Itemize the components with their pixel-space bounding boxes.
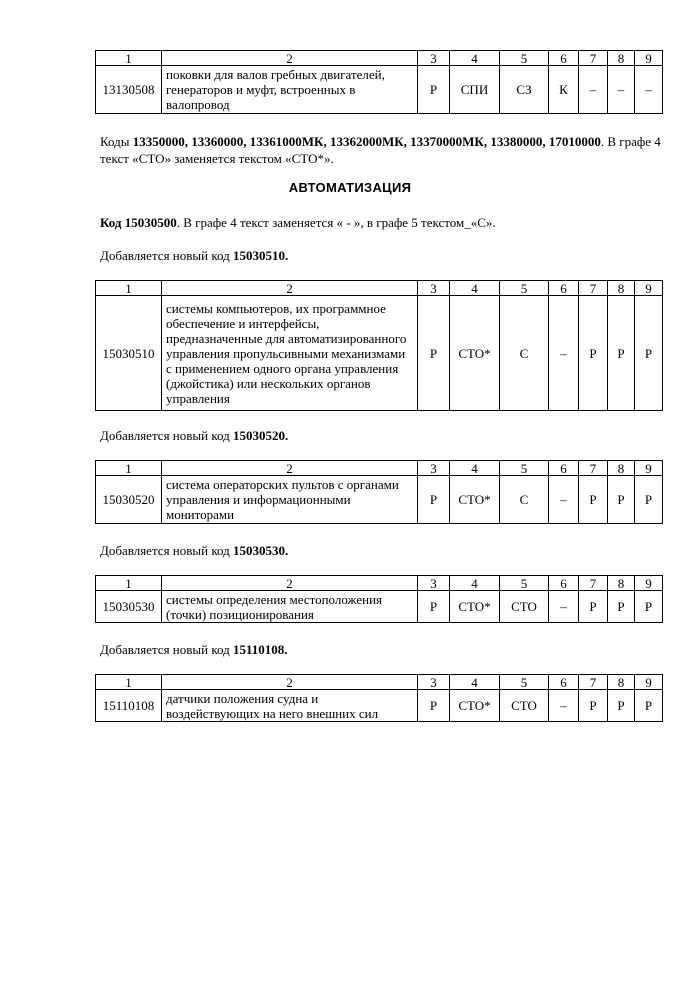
- col-header-5: 5: [500, 675, 549, 690]
- new-code-paragraph: Добавляется новый код 15110108.: [100, 642, 288, 657]
- new-code-paragraph: Добавляется новый код 15030510.: [100, 248, 289, 263]
- col-header-7: 7: [579, 461, 608, 476]
- cell-col-5: С: [500, 296, 549, 411]
- code-change-code: Код 15030500: [100, 215, 177, 230]
- cell-col-6: –: [549, 591, 579, 623]
- code-cell: 15030520: [96, 476, 162, 524]
- table-header-row: [96, 461, 663, 476]
- col-header-9: 9: [635, 461, 663, 476]
- table-header-row: [96, 576, 663, 591]
- col-header-4: 4: [450, 576, 500, 591]
- col-header-1: 1: [96, 281, 162, 296]
- cell-col-4: СПИ: [450, 66, 500, 114]
- table-15110108: [95, 674, 663, 722]
- cell-col-4: СТО*: [450, 690, 500, 722]
- cell-col-3: Р: [418, 690, 450, 722]
- col-header-5: 5: [500, 576, 549, 591]
- new-code-prefix: Добавляется новый код: [100, 248, 233, 263]
- new-code-prefix: Добавляется новый код: [100, 428, 233, 443]
- cell-col-8: Р: [608, 591, 635, 623]
- col-header-6: 6: [549, 281, 579, 296]
- col-header-7: 7: [579, 51, 608, 66]
- col-header-7: 7: [579, 281, 608, 296]
- col-header-8: 8: [608, 461, 635, 476]
- new-code-prefix: Добавляется новый код: [100, 543, 233, 558]
- col-header-1: 1: [96, 51, 162, 66]
- col-header-2: 2: [162, 576, 418, 591]
- col-header-3: 3: [418, 281, 450, 296]
- new-code-prefix: Добавляется новый код: [100, 642, 233, 657]
- col-header-6: 6: [549, 675, 579, 690]
- new-code-value: 15030530: [232, 543, 285, 558]
- cell-col-6: К: [549, 66, 579, 114]
- table-header-row: [96, 675, 663, 690]
- cell-col-9: –: [635, 66, 663, 114]
- cell-col-3: Р: [418, 296, 450, 411]
- cell-col-3: Р: [418, 66, 450, 114]
- col-header-2: 2: [162, 281, 418, 296]
- new-code-value: 15030510: [232, 248, 285, 263]
- col-header-3: 3: [418, 461, 450, 476]
- col-header-9: 9: [635, 281, 663, 296]
- cell-col-6: –: [549, 296, 579, 411]
- col-header-5: 5: [500, 51, 549, 66]
- new-code-value: 15110108: [232, 642, 285, 657]
- col-header-7: 7: [579, 675, 608, 690]
- codes-suffix: . В графе 4 текст «СТО» заменяется текстом «СТО*».: [100, 134, 661, 166]
- description-cell: датчики положения судна и воздействующих на него внешних сил: [162, 690, 418, 722]
- cell-col-4: СТО*: [450, 476, 500, 524]
- col-header-8: 8: [608, 576, 635, 591]
- cell-col-7: Р: [579, 296, 608, 411]
- col-header-2: 2: [162, 51, 418, 66]
- code-cell: 15030530: [96, 591, 162, 623]
- col-header-3: 3: [418, 576, 450, 591]
- cell-col-3: Р: [418, 476, 450, 524]
- col-header-2: 2: [162, 461, 418, 476]
- table-15030510: [95, 280, 663, 411]
- col-header-3: 3: [418, 51, 450, 66]
- cell-col-7: Р: [579, 690, 608, 722]
- cell-col-7: Р: [579, 591, 608, 623]
- new-code-paragraph: Добавляется новый код 15030520.: [100, 428, 289, 443]
- col-header-7: 7: [579, 576, 608, 591]
- cell-col-6: –: [549, 476, 579, 524]
- cell-col-9: Р: [635, 690, 663, 722]
- code-cell: 15030510: [96, 296, 162, 411]
- col-header-3: 3: [418, 675, 450, 690]
- section-heading: АВТОМАТИЗАЦИЯ: [288, 180, 412, 195]
- col-header-4: 4: [450, 461, 500, 476]
- cell-col-8: Р: [608, 296, 635, 411]
- col-header-9: 9: [635, 576, 663, 591]
- cell-col-9: Р: [635, 591, 663, 623]
- new-code-paragraph: Добавляется новый код 15030530.: [100, 543, 289, 558]
- cell-col-7: Р: [579, 476, 608, 524]
- cell-col-7: –: [579, 66, 608, 114]
- cell-col-8: –: [608, 66, 635, 114]
- description-cell: системы компьютеров, их программное обеспечение и интерфейсы, предназначенные для автоматизированного управления пропульсивными механизмами с применением одного органа управления (джойстика) или нескольких органов управления: [162, 296, 418, 411]
- table-row: [96, 690, 663, 722]
- cell-col-5: С: [500, 476, 549, 524]
- table-header-row: [96, 281, 663, 296]
- codes-list: 13350000, 13360000, 13361000МК, 13362000МК, 13370000МК, 13380000, 17010000: [132, 134, 601, 149]
- cell-col-8: Р: [608, 476, 635, 524]
- col-header-8: 8: [608, 675, 635, 690]
- table-header-row: [96, 51, 663, 66]
- code-cell: 15110108: [96, 690, 162, 722]
- cell-col-4: СТО*: [450, 296, 500, 411]
- table-row: [96, 66, 663, 114]
- new-code-value: 15030520: [232, 428, 285, 443]
- cell-col-3: Р: [418, 591, 450, 623]
- col-header-2: 2: [162, 675, 418, 690]
- codes-paragraph: [100, 133, 665, 167]
- table-row: [96, 591, 663, 623]
- cell-col-6: –: [549, 690, 579, 722]
- code-change-text: . В графе 4 текст заменяется « - », в графе 5 текстом_«С».: [176, 215, 496, 230]
- cell-col-5: СЗ: [500, 66, 549, 114]
- cell-col-8: Р: [608, 690, 635, 722]
- col-header-4: 4: [450, 51, 500, 66]
- col-header-4: 4: [450, 281, 500, 296]
- col-header-5: 5: [500, 461, 549, 476]
- cell-col-4: СТО*: [450, 591, 500, 623]
- col-header-1: 1: [96, 576, 162, 591]
- col-header-6: 6: [549, 51, 579, 66]
- description-cell: система операторских пультов с органами управления и информационными мониторами: [162, 476, 418, 524]
- cell-col-5: СТО: [500, 690, 549, 722]
- table-row: [96, 476, 663, 524]
- col-header-8: 8: [608, 281, 635, 296]
- col-header-1: 1: [96, 675, 162, 690]
- col-header-6: 6: [549, 461, 579, 476]
- code-cell: 13130508: [96, 66, 162, 114]
- cell-col-9: Р: [635, 296, 663, 411]
- col-header-8: 8: [608, 51, 635, 66]
- table-15030530: [95, 575, 663, 623]
- col-header-4: 4: [450, 675, 500, 690]
- col-header-9: 9: [635, 51, 663, 66]
- description-cell: поковки для валов гребных двигателей, генераторов и муфт, встроенных в валопровод: [162, 66, 418, 114]
- col-header-9: 9: [635, 675, 663, 690]
- table-13130508: [95, 50, 663, 114]
- code-change-paragraph: [100, 214, 665, 231]
- table-15030520: [95, 460, 663, 524]
- cell-col-9: Р: [635, 476, 663, 524]
- table-row: [96, 296, 663, 411]
- cell-col-5: СТО: [500, 591, 549, 623]
- description-cell: системы определения местоположения (точки) позиционирования: [162, 591, 418, 623]
- col-header-5: 5: [500, 281, 549, 296]
- col-header-6: 6: [549, 576, 579, 591]
- codes-prefix: Коды: [100, 134, 133, 149]
- col-header-1: 1: [96, 461, 162, 476]
